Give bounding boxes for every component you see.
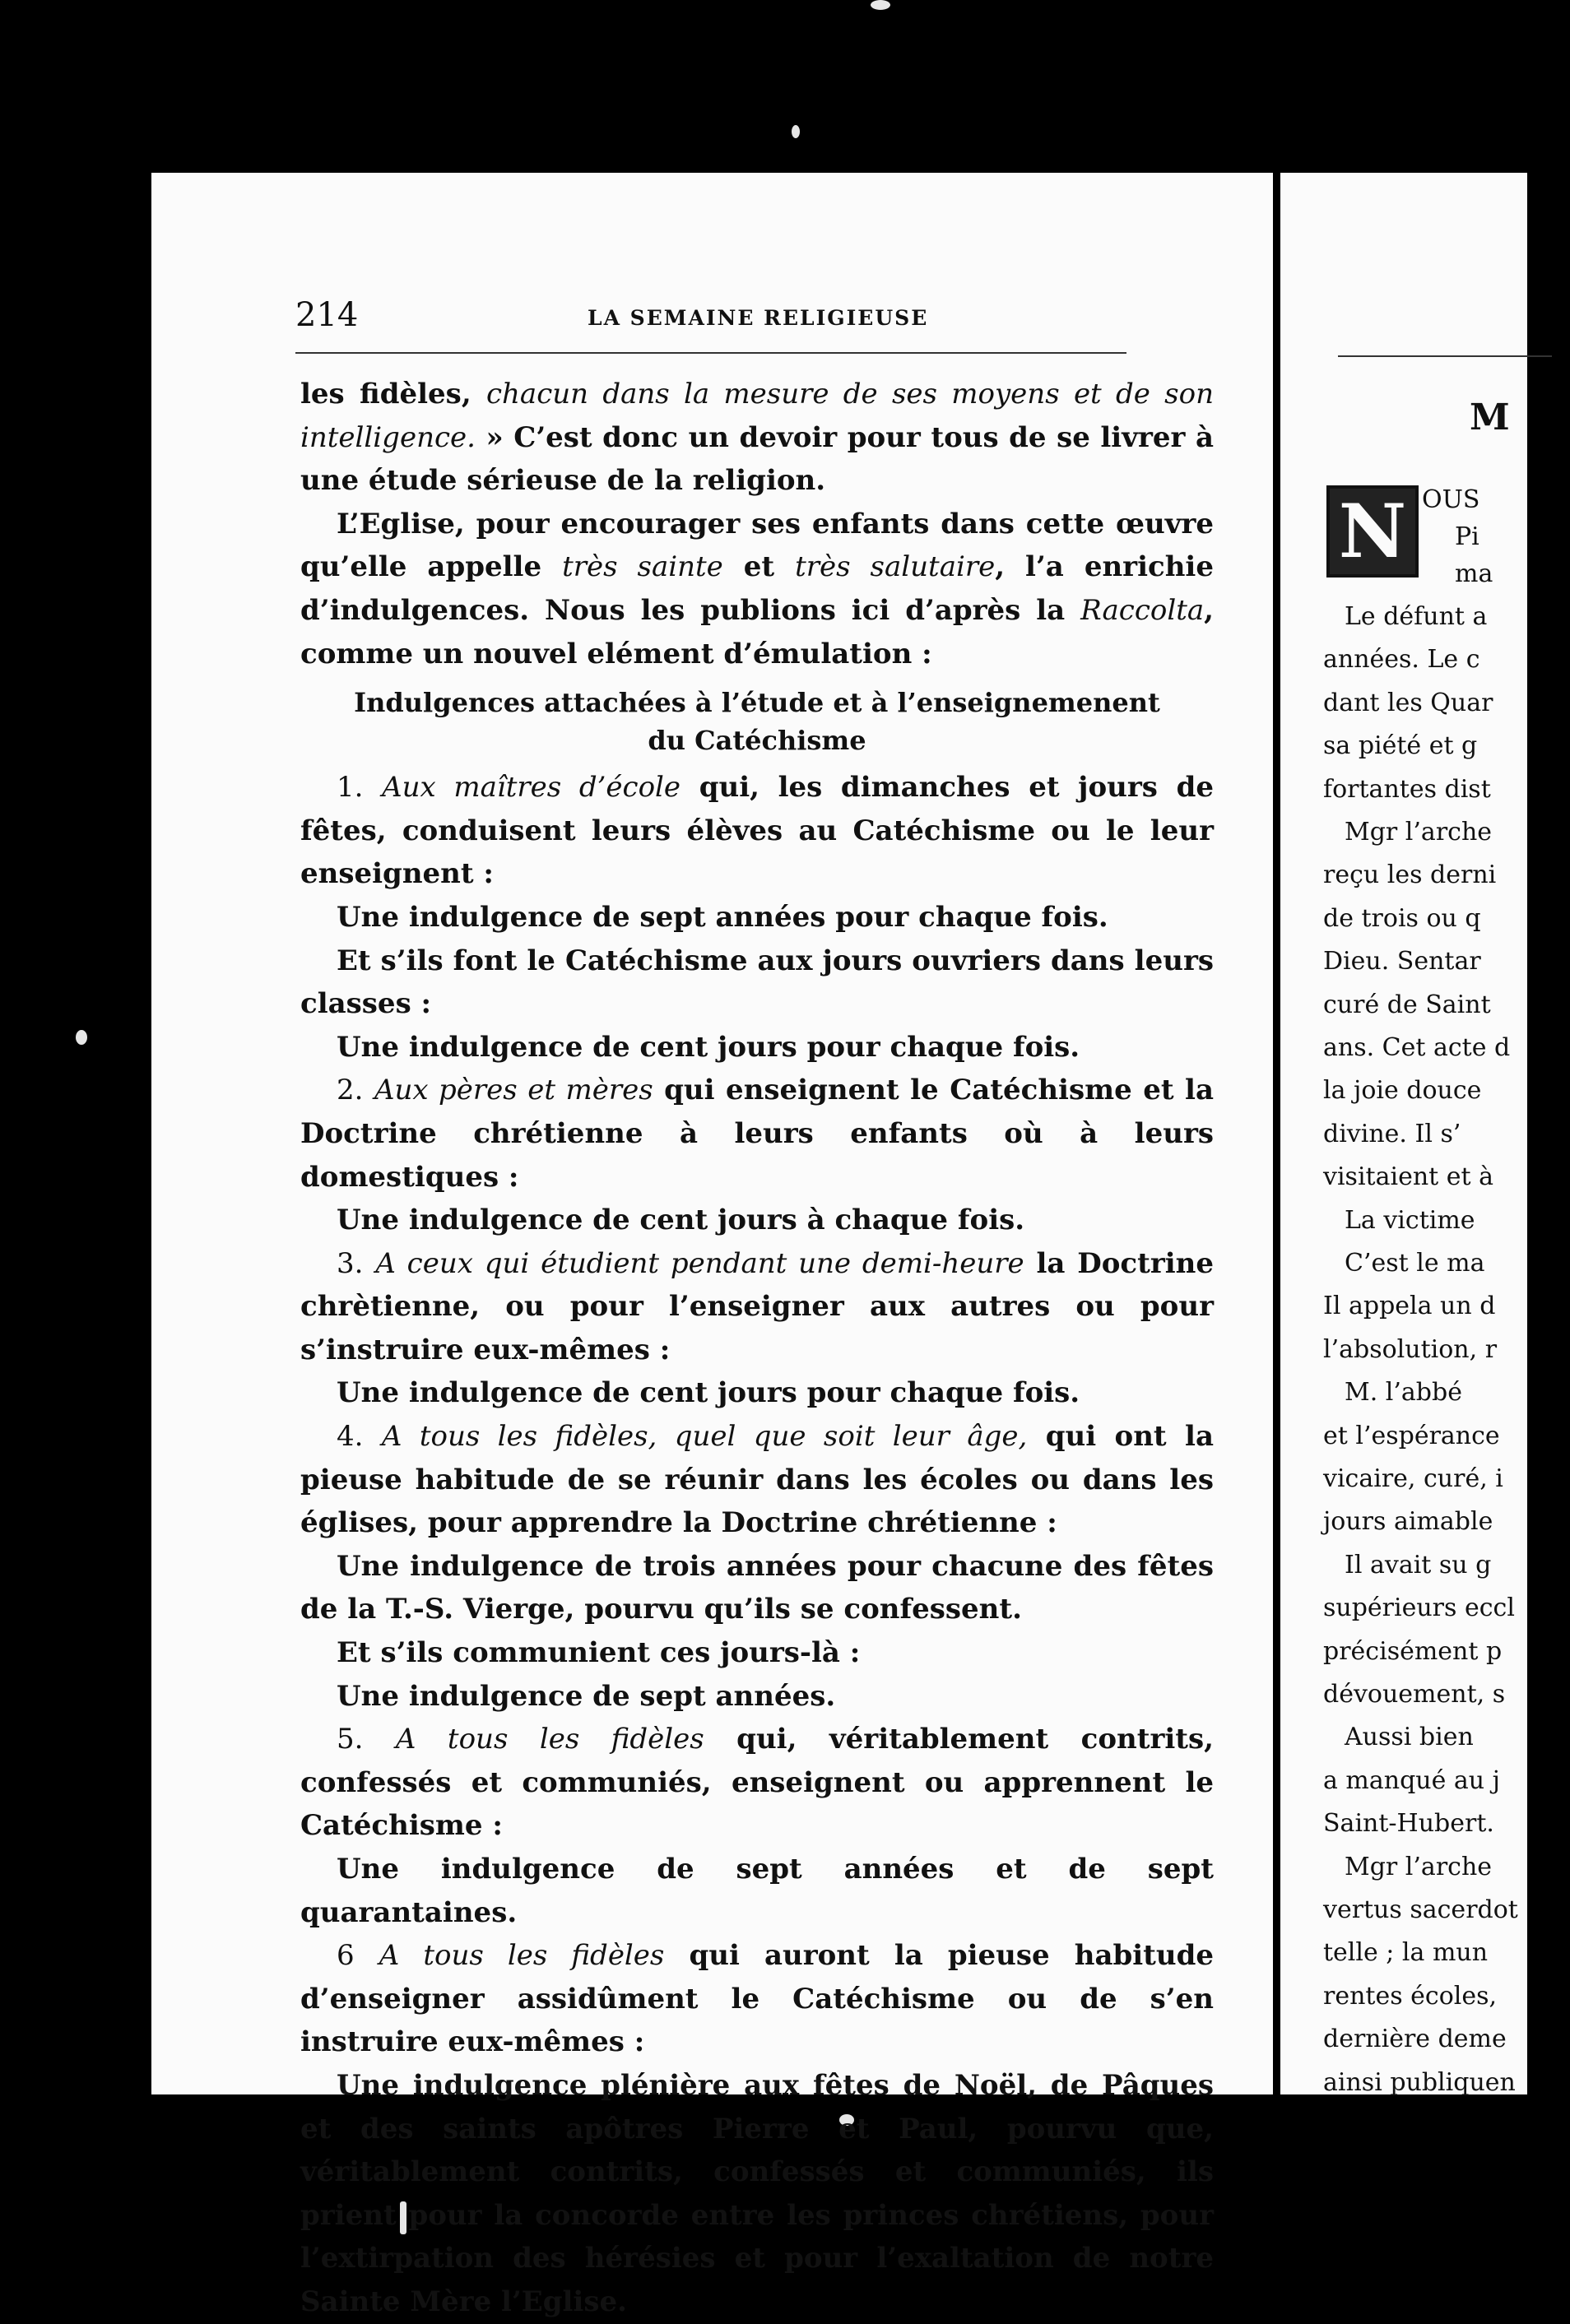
page-title-fragment: M (1470, 397, 1510, 438)
right-text-line: vertus sacerdot (1323, 1895, 1518, 1924)
item-recipients: A tous les fidèles (395, 1723, 704, 1756)
item-text: la Doctrine chrètienne, ou pour l’enseigner aux autres ou pour s’instruire eux-mêmes : (300, 1246, 1215, 1366)
left-page (151, 173, 1273, 2318)
right-text-line: Mgr l’arche (1345, 818, 1493, 847)
item-recipients: Aux pères et mères (374, 1074, 653, 1107)
right-text-line: années. Le c (1323, 645, 1480, 675)
right-text-line: Dieu. Sentar (1323, 947, 1481, 976)
item-text: qui ont la pieuse habitude de se réunir dans les écoles ou dans les églises, pour apprendre la Doctrine chrétienne : (300, 1420, 1214, 1540)
right-text-line: divine. Il s’ (1323, 1119, 1461, 1148)
right-text-line: La victime (1345, 1205, 1475, 1235)
film-speck (792, 125, 800, 138)
item-text: qui auront la pieuse habitude d’enseigner assidûment le Catéchisme ou de s’en instruire eux-mêmes : (300, 1939, 1215, 2059)
indulgence-line (300, 1631, 1214, 1675)
right-text-line: vicaire, curé, i (1323, 1464, 1503, 1493)
right-text-line: ma (1455, 559, 1493, 588)
numbered-item (300, 766, 1214, 896)
right-text-line: sa piété et g (1323, 731, 1478, 761)
intro-text: » C’est donc un devoir pour tous de se livrer à une étude sérieuse de la religion. (300, 420, 1214, 498)
right-text-line: dernière deme (1323, 2025, 1507, 2054)
indulgence-text: Une indulgence plénière aux fêtes de Noël, de Pâques et des saints apôtres Pierre et Paul, pourvu que, véritablement contrits, confessés et communiés, ils prient pour la concorde entre les princes chrétiens, pour l’extirpation des hérésies et pour l’exaltation de notre Sainte Mère l’Eglise. (300, 2068, 1214, 2318)
right-text-line: curé de Saint (1323, 990, 1491, 1019)
right-text-line: Le défunt a (1345, 602, 1488, 631)
intro-italic: Raccolta (1080, 593, 1205, 627)
right-text-line: Il avait su g (1345, 1550, 1492, 1579)
indulgence-text: Et s’ils font le Catéchisme aux jours ouvriers dans leurs classes : (300, 944, 1214, 1021)
right-text-line: C’est le ma (1345, 1249, 1485, 1278)
heading-line: Indulgences attachées à l’étude et à l’enseignemenent (354, 687, 1160, 719)
page-number: 214 (295, 296, 359, 334)
right-text-line: précisément p (1323, 1636, 1503, 1666)
item-number: 2. (337, 1074, 364, 1107)
right-text-line: a manqué au j (1323, 1765, 1500, 1795)
right-text-line: l’absolution, r (1323, 1334, 1498, 1364)
intro-paragraph-1 (300, 373, 1214, 503)
numbered-item (300, 1242, 1214, 1372)
indulgence-text: Une indulgence de cent jours à chaque fois. (337, 1204, 1025, 1237)
right-text-line: rentes écoles, (1323, 1981, 1498, 2011)
numbered-item (300, 1069, 1214, 1199)
indulgence-text: Une indulgence de sept années pour chaque fois. (337, 900, 1108, 934)
intro-paragraph-2 (300, 503, 1214, 675)
intro-text: les fidèles, (300, 378, 486, 411)
right-text-line: Pi (1455, 522, 1479, 551)
film-speck (76, 1030, 87, 1045)
item-number: 6 (337, 1939, 355, 1973)
right-text-line: dévouement, s (1323, 1680, 1506, 1709)
film-speck (871, 0, 890, 10)
right-text-line: et l’espérance (1323, 1421, 1500, 1450)
numbered-item (300, 1934, 1214, 2064)
intro-italic: très salutaire (795, 550, 996, 584)
item-text: qui, les dimanches et jours de fêtes, conduisent leurs élèves au Catéchisme ou le leur enseignent : (300, 771, 1214, 891)
item-number: 4. (337, 1420, 364, 1454)
right-text-line: la joie douce (1323, 1076, 1482, 1106)
numbered-item (300, 1718, 1214, 1848)
right-text-line: Aussi bien (1345, 1723, 1474, 1752)
right-text-line: OUS (1422, 485, 1480, 514)
item-number: 1. (337, 771, 364, 805)
right-text-line: ans. Cet acte d (1323, 1033, 1511, 1062)
intro-text: et (722, 550, 796, 584)
section-heading (300, 684, 1214, 759)
numbered-item (300, 1415, 1214, 1545)
indulgence-line (300, 1545, 1214, 1631)
intro-text: L’Eglise, pour encourager ses enfants dans cette œuvre qu’elle appelle (300, 507, 1214, 584)
right-text-line: dant les Quar (1323, 688, 1493, 717)
dropcap: N (1326, 485, 1419, 578)
article-body (300, 373, 1214, 2324)
indulgence-text: Une indulgence de cent jours pour chaque fois. (337, 1030, 1080, 1064)
right-text-line: fortantes dist (1323, 774, 1491, 804)
intro-text: , comme un nouvel elément d’émulation : (300, 593, 1214, 670)
heading-line: du Catéchisme (648, 725, 866, 757)
right-text-line: de trois ou q (1323, 903, 1481, 933)
item-recipients: A ceux qui étudient pendant une demi-heure (375, 1246, 1024, 1280)
running-head: LA SEMAINE RELIGIEUSE (588, 306, 929, 330)
header-rule (295, 352, 1126, 354)
indulgence-text: Une indulgence de sept années et de sept quarantaines. (300, 1853, 1214, 1929)
right-text-line: supérieurs eccl (1323, 1593, 1515, 1623)
indulgence-line (300, 1675, 1214, 1719)
right-text-line: M. l’abbé (1345, 1378, 1462, 1408)
right-text-line: Il appela un d (1323, 1292, 1496, 1321)
header-rule (1338, 355, 1552, 357)
right-text-line: Mgr l’arche (1345, 1852, 1493, 1881)
intro-italic: chacun dans la mesure de ses moyens et de son intelligence. (300, 378, 1215, 454)
item-recipients: A tous les fidèles (379, 1939, 665, 1973)
indulgence-text: Une indulgence de sept années. (337, 1679, 836, 1713)
right-text-line: reçu les derni (1323, 860, 1497, 890)
indulgence-list (300, 766, 1214, 2323)
indulgence-text: Une indulgence de trois années pour chacune des fêtes de la T.-S. Vierge, pourvu qu’ils se confessent. (300, 1549, 1214, 1626)
indulgence-line (300, 939, 1214, 1026)
indulgence-text: Une indulgence de cent jours pour chaque fois. (337, 1376, 1080, 1410)
page-header (295, 296, 1126, 346)
indulgence-text: Et s’ils communient ces jours-là : (337, 1636, 861, 1670)
item-recipients: Aux maîtres d’école (382, 771, 681, 805)
right-text-line: ainsi publiquen (1323, 2067, 1516, 2097)
right-page (1280, 173, 1527, 2097)
indulgence-line (300, 896, 1214, 939)
item-text: qui enseignent le Catéchisme et la Doctrine chrétienne à leurs enfants où à leurs domestiques : (300, 1074, 1214, 1194)
item-number: 5. (337, 1723, 364, 1756)
right-text-line: visitaient et à (1323, 1162, 1493, 1192)
indulgence-line (300, 1848, 1214, 1934)
right-text-line: Saint-Hubert. (1323, 1809, 1494, 1839)
indulgence-line (300, 1026, 1214, 1069)
intro-text: , l’a enrichie d’indulgences. Nous les publions ici d’après la (300, 550, 1214, 627)
item-text: qui, véritablement contrits, confessés et communiés, enseignent ou apprennent le Catéchisme : (300, 1723, 1214, 1843)
intro-italic: très sainte (562, 550, 723, 584)
indulgence-line (300, 1371, 1214, 1415)
item-number: 3. (337, 1246, 364, 1280)
right-text-line: jours aimable (1323, 1507, 1493, 1537)
right-text-line: telle ; la mun (1323, 1938, 1489, 1968)
item-recipients: A tous les fidèles, quel que soit leur âge, (381, 1420, 1028, 1454)
indulgence-line (300, 1199, 1214, 1242)
indulgence-line (300, 2064, 1214, 2324)
